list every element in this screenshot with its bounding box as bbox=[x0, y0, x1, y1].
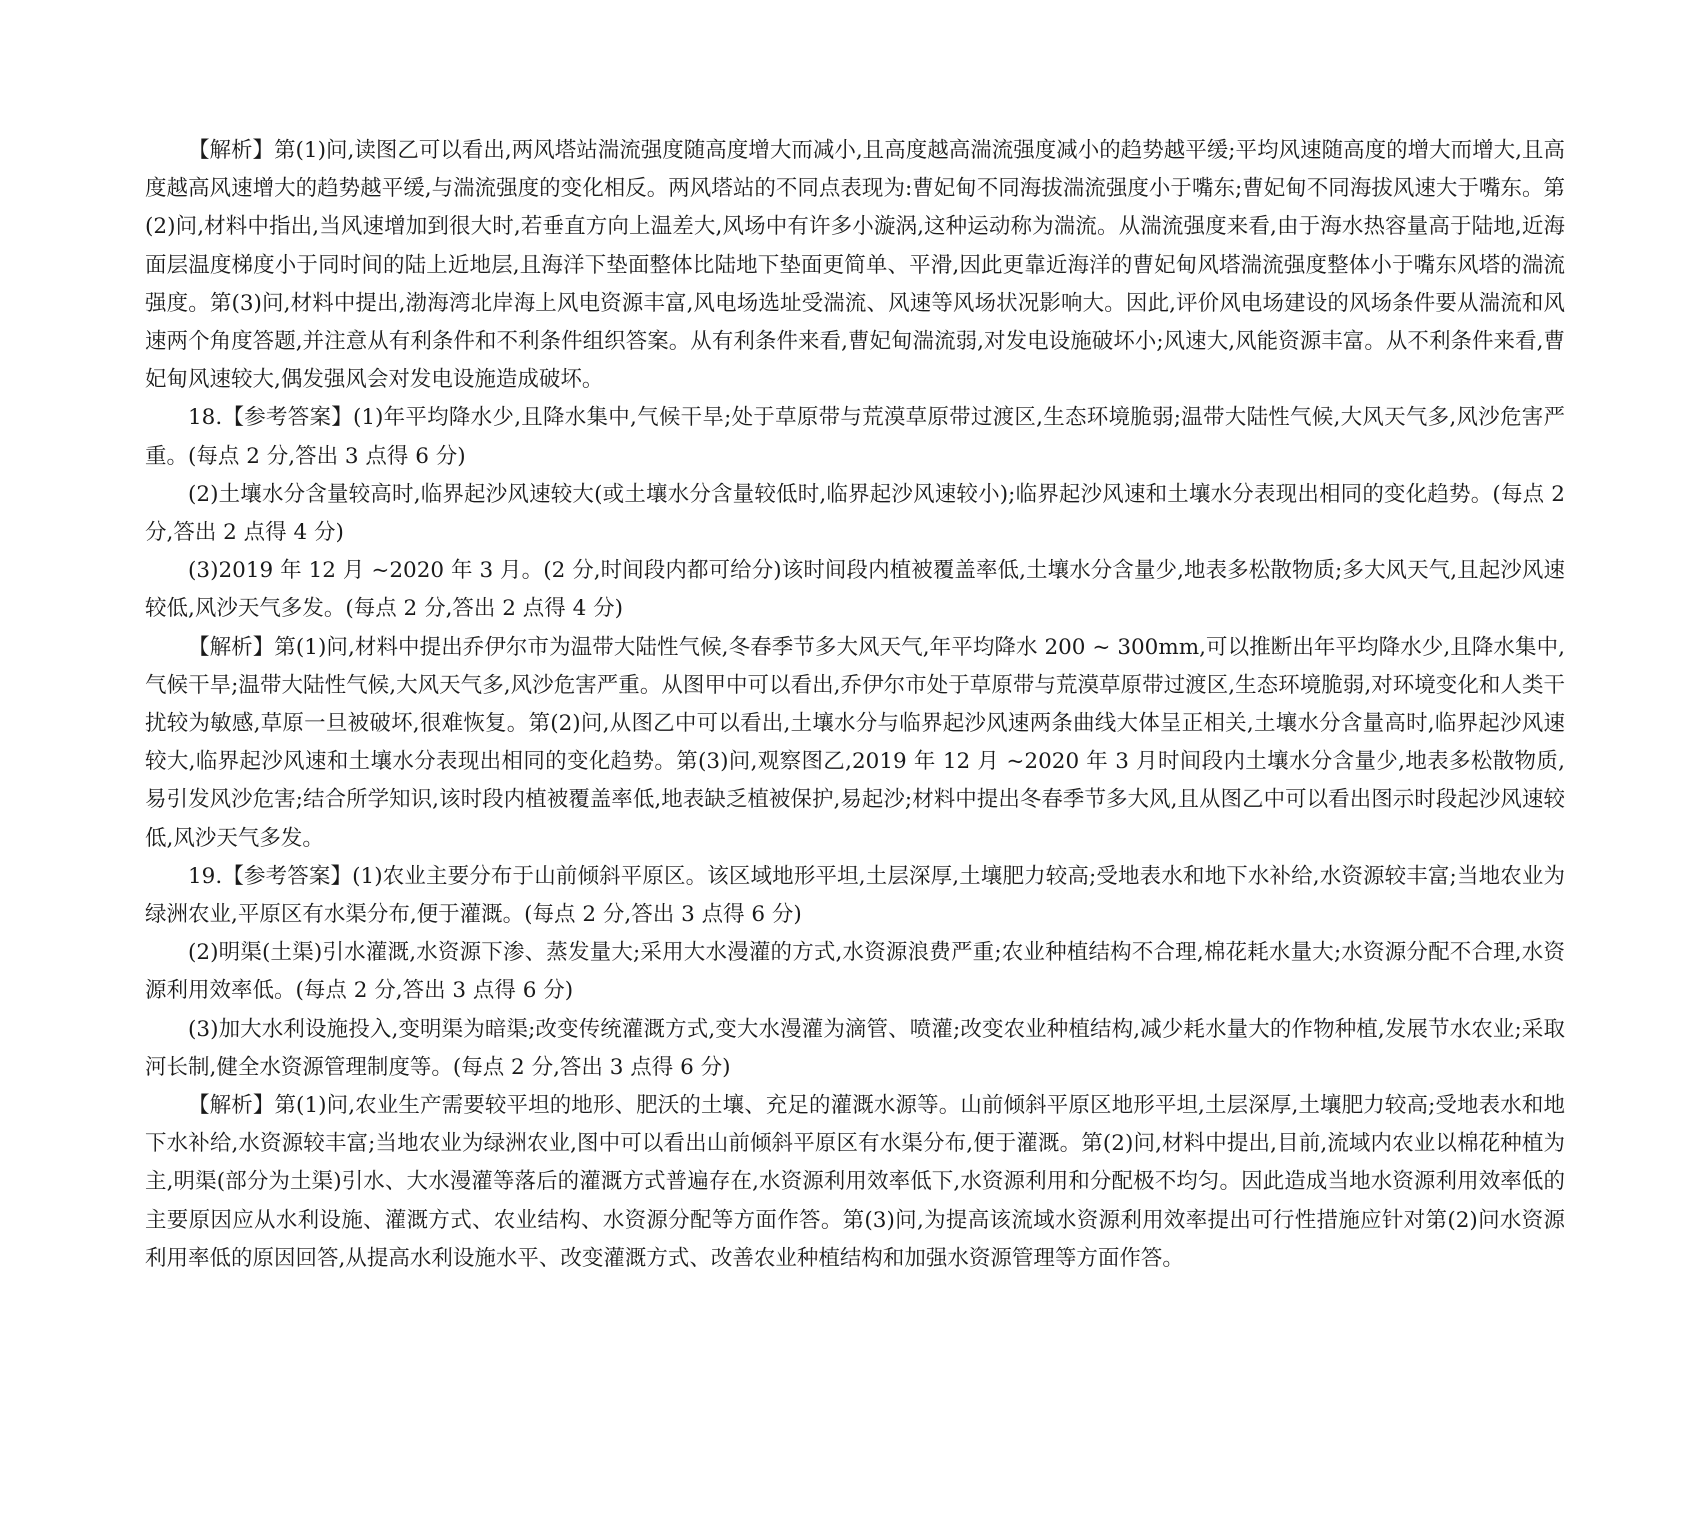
answer-18-part-1: 18.【参考答案】(1)年平均降水少,且降水集中,气候干旱;处于草原带与荒漠草原带过渡区,生态环境脆弱;温带大陆性气候,大风天气多,风沙危害严重。(每点 2 分,答出 3 点得 6 分) bbox=[145, 405, 1565, 469]
answer-19-part-1: 19.【参考答案】(1)农业主要分布于山前倾斜平原区。该区域地形平坦,土层深厚,土壤肥力较高;受地表水和地下水补给,水资源较丰富;当地农业为绿洲农业,平原区有水渠分布,便于灌溉。(每点 2 分,答出 3 点得 6 分) bbox=[145, 863, 1565, 928]
answer-18-part-2: (2)土壤水分含量较高时,临界起沙风速较大(或土壤水分含量较低时,临界起沙风速较小);临界起沙风速和土壤水分表现出相同的变化趋势。(每点 2 分,答出 2 点得 4 分) bbox=[145, 481, 1565, 546]
analysis-paragraph-19: 【解析】第(1)问,农业生产需要较平坦的地形、肥沃的土壤、充足的灌溉水源等。山前倾斜平原区地形平坦,土层深厚,土壤肥力较高;受地表水和地下水补给,水资源较丰富;当地农业为绿洲农业,图中可以看出山前倾斜平原区有水渠分布,便于灌溉。第(2)问,材料中提出,目前,流域内农业以棉花种植为主,明渠(部分为土渠)引水、大水漫灌等落后的灌溉方式普遍存在,水资源利用效率低下,水资源利用和分配极不均匀。因此造成当地水资源利用效率低的主要原因应从水利设施、灌溉方式、农业结构、水资源分配等方面作答。第(3)问,为提高该流域水资源利用效率提出可行性措施应针对第(2)问水资源利用率低的原因回答,从提高水利设施水平、改变灌溉方式、改善农业种植结构和加强水资源管理等方面作答。 bbox=[145, 1093, 1565, 1271]
answer-19-part-3: (3)加大水利设施投入,变明渠为暗渠;改变传统灌溉方式,变大水漫灌为滴管、喷灌;改变农业种植结构,减少耗水量大的作物种植,发展节水农业;采取河长制,健全水资源管理制度等。(每点 2 分,答出 3 点得 6 分) bbox=[145, 1016, 1565, 1080]
answer-18-part-3: (3)2019 年 12 月 ~2020 年 3 月。(2 分,时间段内都可给分)该时间段内植被覆盖率低,土壤水分含量少,地表多松散物质;多大风天气,且起沙风速较低,风沙天气多发。(每点 2 分,答出 2 点得 4 分) bbox=[145, 558, 1565, 622]
answer-19-part-2: (2)明渠(土渠)引水灌溉,水资源下渗、蒸发量大;采用大水漫灌的方式,水资源浪费严重;农业种植结构不合理,棉花耗水量大;水资源分配不合理,水资源利用效率低。(每点 2 分,答出 3 点得 6 分) bbox=[145, 940, 1565, 1004]
answer-page bbox=[145, 132, 1565, 1278]
analysis-paragraph-18: 【解析】第(1)问,材料中提出乔伊尔市为温带大陆性气候,冬春季节多大风天气,年平均降水 200 ~ 300mm,可以推断出年平均降水少,且降水集中,气候干旱;温带大陆性气候,大风天气多,风沙危害严重。从图甲中可以看出,乔伊尔市处于草原带与荒漠草原带过渡区,生态环境脆弱,对环境变化和人类干扰较为敏感,草原一旦被破坏,很难恢复。第(2)问,从图乙中可以看出,土壤水分与临界起沙风速两条曲线大体呈正相关,土壤水分含量高时,临界起沙风速较大,临界起沙风速和土壤水分表现出相同的变化趋势。第(3)问,观察图乙,2019 年 12 月 ~2020 年 3 月时间段内土壤水分含量少,地表多松散物质,易引发风沙危害;结合所学知识,该时段内植被覆盖率低,地表缺乏植被保护,易起沙;材料中提出冬春季节多大风,且从图乙中可以看出图示时段起沙风速较低,风沙天气多发。 bbox=[145, 634, 1565, 851]
analysis-paragraph-17: 【解析】第(1)问,读图乙可以看出,两风塔站湍流强度随高度增大而减小,且高度越高湍流强度减小的趋势越平缓;平均风速随高度的增大而增大,且高度越高风速增大的趋势越平缓,与湍流强度的变化相反。两风塔站的不同点表现为:曹妃甸不同海拔湍流强度小于嘴东;曹妃甸不同海拔风速大于嘴东。第(2)问,材料中指出,当风速增加到很大时,若垂直方向上温差大,风场中有许多小漩涡,这种运动称为湍流。从湍流强度来看,由于海水热容量高于陆地,近海面层温度梯度小于同时间的陆上近地层,且海洋下垫面整体比陆地下垫面更简单、平滑,因此更靠近海洋的曹妃甸风塔湍流强度整体小于嘴东风塔的湍流强度。第(3)问,材料中提出,渤海湾北岸海上风电资源丰富,风电场选址受湍流、风速等风场状况影响大。因此,评价风电场建设的风场条件要从湍流和风速两个角度答题,并注意从有利条件和不利条件组织答案。从有利条件来看,曹妃甸湍流弱,对发电设施破坏小;风速大,风能资源丰富。从不利条件来看,曹妃甸风速较大,偶发强风会对发电设施造成破坏。 bbox=[145, 138, 1565, 393]
